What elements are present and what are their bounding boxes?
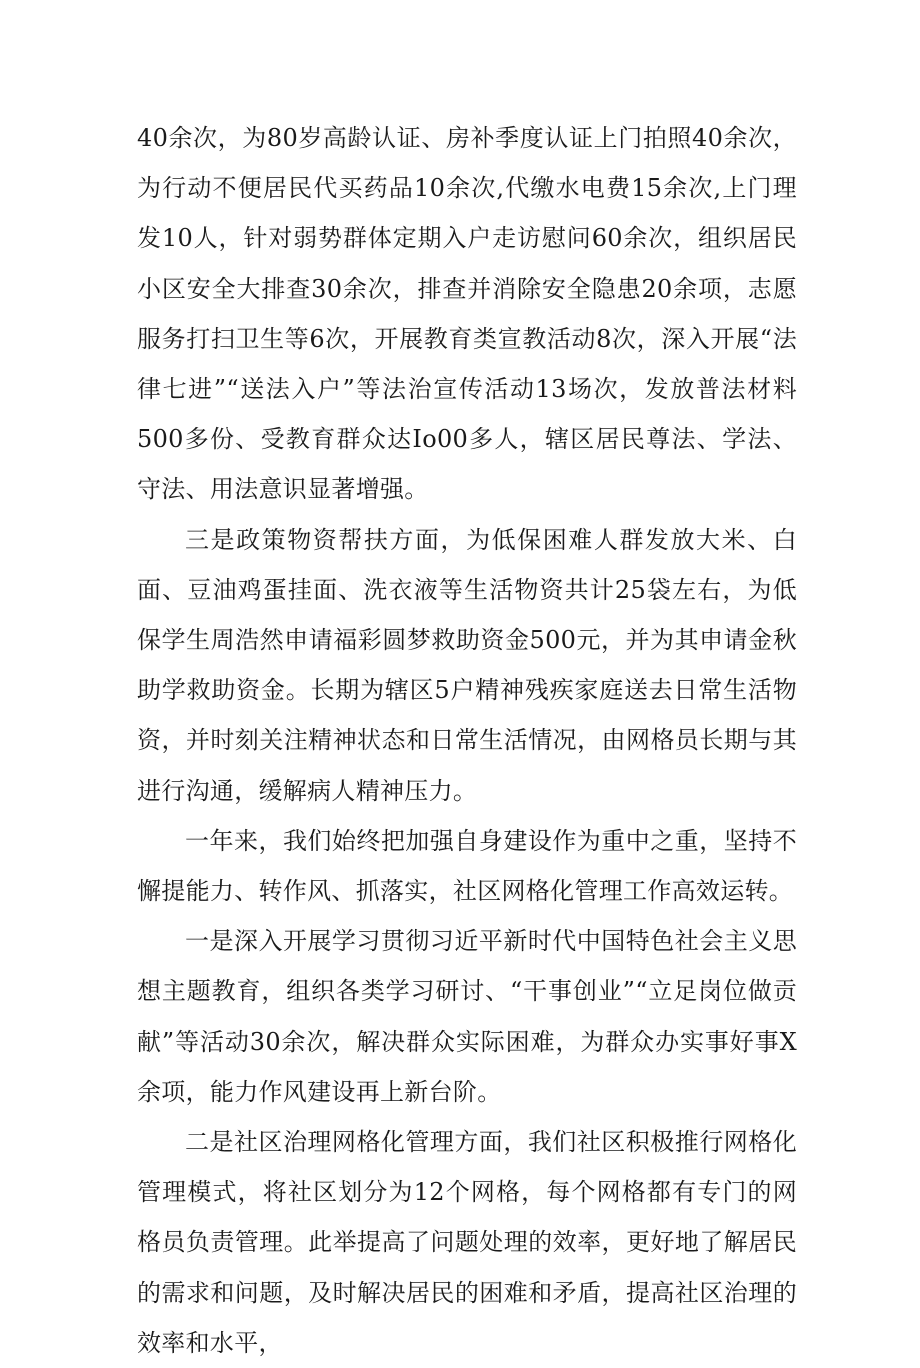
- document-body: [137, 113, 797, 1368]
- paragraph-5: 二是社区治理网格化管理方面，我们社区积极推行网格化管理模式，将社区划分为12个网格，每个网格都有专门的网格员负责管理。此举提高了问题处理的效率，更好地了解居民的需求和问题，及时解决居民的困难和矛盾，提高社区治理的效率和水平，: [137, 1128, 797, 1357]
- paragraph-3: 一年来，我们始终把加强自身建设作为重中之重，坚持不懈提能力、转作风、抓落实，社区网格化管理工作高效运转。: [137, 826, 797, 906]
- paragraph-1: 40余次，为80岁高龄认证、房补季度认证上门拍照40余次，为行动不便居民代买药品10余次,代缴水电费15余次,上门理发10人，针对弱势群体定期入户走访慰问60余次，组织居民小区安全大排查30余次，排查并消除安全隐患20余项，志愿服务打扫卫生等6次，开展教育类宣教活动8次，深入开展“法律七进”“送法入户”等法治宣传活动13场次，发放普法材料500多份、受教育群众达Io00多人，辖区居民尊法、学法、守法、用法意识显著增强。: [137, 124, 797, 504]
- paragraph-4: 一是深入开展学习贯彻习近平新时代中国特色社会主义思想主题教育，组织各类学习研讨、“干事创业”“立足岗位做贡献”等活动30余次，解决群众实际困难，为群众办实事好事X余项，能力作风建设再上新台阶。: [137, 927, 797, 1106]
- paragraph-2: 三是政策物资帮扶方面，为低保困难人群发放大米、白面、豆油鸡蛋挂面、洗衣液等生活物资共计25袋左右，为低保学生周浩然申请福彩圆梦救助资金500元，并为其申请金秋助学救助资金。长期为辖区5户精神残疾家庭送去日常生活物资，并时刻关注精神状态和日常生活情况，由网格员长期与其进行沟通，缓解病人精神压力。: [137, 525, 797, 805]
